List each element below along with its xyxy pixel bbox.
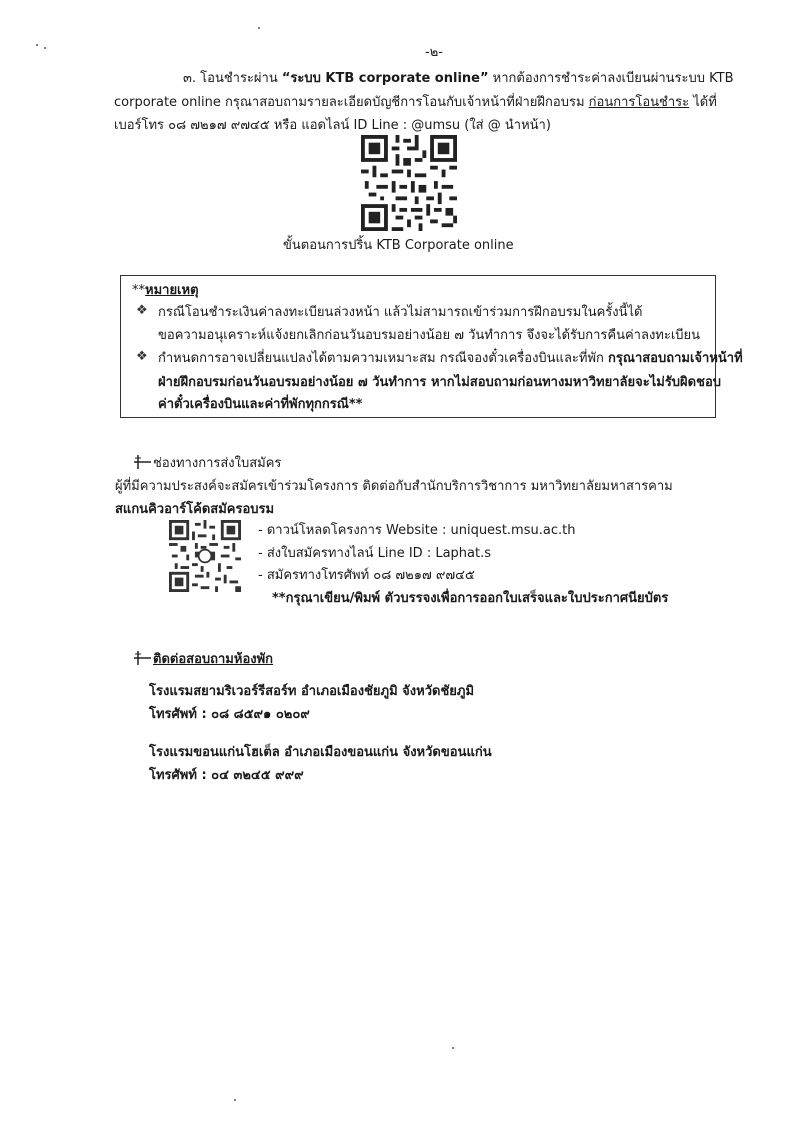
section3-line1-suffix: หากต้องการชำระค่าลงเบียนผ่านระบบ KTB bbox=[488, 71, 734, 86]
note-item2-line3: ค่าตั๋วเครื่องบินและค่าที่พักทุกกรณี** bbox=[158, 397, 363, 412]
scan-speck bbox=[452, 1047, 454, 1049]
scan-label: สแกนคิวอาร์โค้ดสมัครอบรม bbox=[115, 502, 275, 517]
section3-line3: เบอร์โทร ๐๘ ๗๒๑๗ ๙๗๔๕ หรือ แอดไลน์ ID Line : @umsu (ใส่ @ นำหน้า) bbox=[114, 118, 551, 133]
channel-item-website: - ดาวน์โหลดโครงการ Website : uniquest.msu.ac.th bbox=[258, 523, 576, 538]
hotel-name: โรงแรมสยามริเวอร์รีสอร์ท อำเภอเมืองชัยภูมิ จังหวัดชัยภูมิ bbox=[149, 684, 475, 699]
note-item2-line1-bold: กรุณาสอบถามเจ้าหน้าที่ bbox=[608, 351, 743, 366]
register-qr-code-icon bbox=[169, 520, 241, 592]
note-item2-line2: ฝ่ายฝึกอบรมก่อนวันอบรมอย่างน้อย ๗ วันทำการ หากไม่สอบถามก่อนทางมหาวิทยาลัยจะไม่รับผิดชอบ bbox=[158, 375, 721, 390]
diamond-bullet-icon: ❖ bbox=[136, 303, 148, 318]
note-title-stars: ** bbox=[132, 283, 145, 298]
before-transfer-underlined: ก่อนการโอนชำระ bbox=[588, 95, 690, 110]
note-title-text: หมายเหตุ bbox=[145, 283, 199, 298]
qr-caption: ขั้นตอนการปริ้น KTB Corporate online bbox=[283, 238, 514, 253]
note-item2-line1 bbox=[158, 350, 743, 368]
scan-speck bbox=[258, 27, 260, 29]
page-number: -๒- bbox=[425, 45, 443, 60]
hotel-name: โรงแรมขอนแก่นโฮเต็ล อำเภอเมืองขอนแก่น จังหวัดขอนแก่น bbox=[149, 745, 492, 760]
note-item2-line1-normal: กำหนดการอาจเปลี่ยนแปลงได้ตามความเหมาะสม กรณีจองตั๋วเครื่องบินและที่พัก bbox=[158, 351, 609, 366]
channel-item-phone: - สมัครทางโทรศัพท์ ๐๘ ๗๒๑๗ ๙๗๔๕ bbox=[258, 568, 475, 583]
pin-flag-icon bbox=[134, 454, 152, 470]
channels-heading: ช่องทางการส่งใบสมัคร bbox=[153, 456, 282, 471]
scan-speck bbox=[44, 47, 46, 49]
ktb-qr-code-icon bbox=[361, 135, 457, 231]
section3-line2-suffix: ได้ที่ bbox=[689, 95, 717, 110]
hotel-phone: โทรศัพท์ : ๐๔ ๓๒๔๕ ๙๙๙ bbox=[149, 768, 304, 783]
diamond-bullet-icon: ❖ bbox=[136, 349, 148, 364]
section3-line2 bbox=[114, 94, 717, 112]
ktb-corporate-online-title: “ระบบ KTB corporate online” bbox=[281, 71, 489, 86]
scan-speck bbox=[36, 44, 38, 46]
pin-flag-icon bbox=[134, 650, 152, 666]
channels-desc: ผู้ที่มีความประสงค์จะสมัครเข้าร่วมโครงการ ติดต่อกับสำนักบริการวิชาการ มหาวิทยาลัยมหาสารคาม bbox=[115, 479, 673, 494]
note-item1-line2: ขอความอนุเคราะห์แจ้งยกเลิกก่อนวันอบรมอย่างน้อย ๗ วันทำการ จึงจะได้รับการคืนค่าลงทะเบียน bbox=[158, 328, 701, 343]
channels-remark: **กรุณาเขียน/พิมพ์ ตัวบรรจงเพื่อการออกใบเสร็จและใบประกาศนียบัตร bbox=[272, 591, 669, 606]
section3-line1 bbox=[183, 70, 734, 88]
accommodation-heading: ติดต่อสอบถามห้องพัก bbox=[153, 652, 274, 667]
section3-line2-prefix: corporate online กรุณาสอบถามรายละเอียดบัญชีการโอนกับเจ้าหน้าที่ฝ่ายฝึกอบรม bbox=[114, 95, 589, 110]
note-title bbox=[132, 282, 199, 300]
note-item1-line1: กรณีโอนชำระเงินค่าลงทะเบียนล่วงหน้า แล้วไม่สามารถเข้าร่วมการฝึกอบรมในครั้งนี้ได้ bbox=[158, 305, 643, 320]
scan-speck bbox=[234, 1099, 236, 1101]
channel-item-line: - ส่งใบสมัครทางไลน์ Line ID : Laphat.s bbox=[258, 546, 492, 561]
section3-line1-prefix: ๓. โอนชำระผ่าน bbox=[183, 71, 282, 86]
hotel-phone: โทรศัพท์ : ๐๘ ๘๕๙๑ ๐๒๐๙ bbox=[149, 707, 310, 722]
